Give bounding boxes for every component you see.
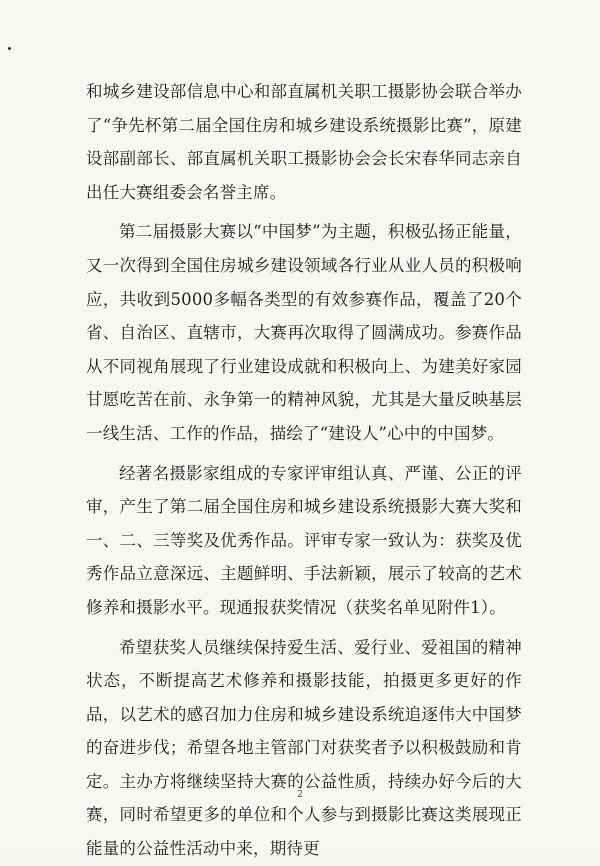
paragraph-continuation: 和城乡建设部信息中心和部直属机关职工摄影协会联合举办了“争先杯第二届全国住房和城乡建设系统摄影比赛”，原建设部副部长、部直属机关职工摄影协会会长宋春华同志亲自出任大赛组委会名誉主席。 bbox=[86, 82, 522, 202]
paragraph-judging: 经著名摄影家组成的专家评审组认真、严谨、公正的评审，产生了第二届全国住房和城乡建设系统摄影大赛大奖和一、二、三等奖及优秀作品。评审专家一致认为：获奖及优秀作品立意深远、主题鲜明、手法新颖，展示了较高的艺术修养和摄影水平。现通报获奖情况（获奖名单见附件1）。 bbox=[86, 463, 522, 617]
paragraph-hope: 希望获奖人员继续保持爱生活、爱行业、爱祖国的精神状态，不断提高艺术修养和摄影技能，拍摄更多更好的作品，以艺术的感召加力住房和城乡建设系统追逐伟大中国梦的奋进步伐；希望各地主管部门对获奖者予以积极鼓励和肯定。主办方将继续坚持大赛的公益性质，持续办好今后的大赛，同时希望更多的单位和个人参与到摄影比赛这类展现正能量的公益性活动中来，期待更 bbox=[86, 637, 522, 859]
document-body bbox=[86, 75, 522, 866]
paragraph-theme: 第二届摄影大赛以“中国梦”为主题，积极弘扬正能量，又一次得到全国住房城乡建设领域各行业从业人员的积极响应，共收到5000多幅各类型的有效参赛作品，覆盖了20个省、自治区、直辖市，大赛再次取得了圆满成功。参赛作品从不同视角展现了行业建设成就和积极向上、为建美好家园甘愿吃苦在前、永争第一的精神风貌，尤其是大量反映基层一线生活、工作的作品，描绘了“建设人”心中的中国梦。 bbox=[86, 222, 522, 443]
page-number: 2 bbox=[297, 790, 303, 800]
scan-mark bbox=[8, 47, 11, 50]
